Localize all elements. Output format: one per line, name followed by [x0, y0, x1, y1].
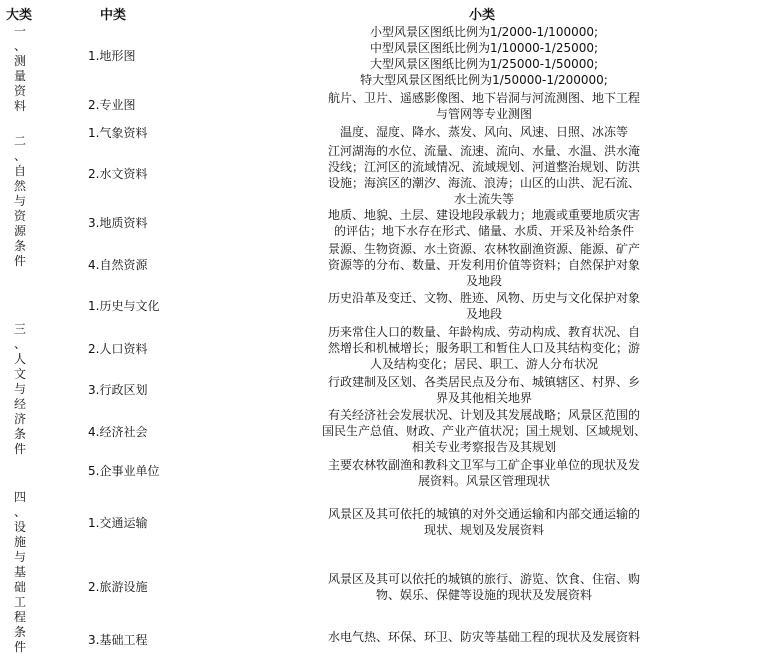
desc-line: 资源等的分布、数量、开发利用价值等资料；自然保护对象	[327, 258, 640, 272]
minor-description	[308, 90, 660, 122]
minor-description	[308, 207, 660, 239]
minor-description	[308, 629, 660, 645]
minor-description	[308, 124, 660, 140]
desc-line: 历来常住人口的数量、年龄构成、劳动构成、教育状况、自	[327, 325, 640, 339]
category-label: 三 、 人 文 与 经 济 条 件	[13, 322, 26, 456]
desc-line: 中型风景区图纸比例为1/10000-1/25000;	[369, 41, 599, 55]
minor-description	[308, 374, 660, 406]
desc-line: 的评估；地下水存在形式、储量、水质、开采及补给条件	[333, 224, 634, 238]
desc-line: 行政建制及区划、各类居民点及分布、城镇辖区、村界、乡	[327, 375, 640, 389]
middle-category: 4.自然资源	[88, 258, 148, 272]
desc-line: 设施；海滨区的潮汐、海流、浪涛；山区的山洪、泥石流、	[327, 176, 640, 190]
middle-category: 1.交通运输	[88, 516, 148, 530]
desc-line: 及地段	[465, 307, 502, 321]
middle-category: 5.企事业单位	[88, 464, 160, 478]
desc-line: 景源、生物资源、水土资源、农林牧副渔资源、能源、矿产	[327, 242, 640, 256]
header-major: 大类	[6, 8, 33, 23]
middle-category: 3.行政区划	[88, 383, 148, 397]
desc-line: 界及其他相关地界	[435, 391, 532, 405]
middle-category: 3.基础工程	[88, 633, 148, 647]
desc-line: 物、娱乐、保健等设施的现状及发展资料	[375, 588, 592, 602]
minor-description	[308, 324, 660, 372]
middle-category: 4.经济社会	[88, 425, 148, 439]
desc-line: 小型风景区图纸比例为1/2000-1/100000;	[369, 25, 599, 39]
desc-line: 展资料。风景区管理现状	[417, 474, 550, 488]
desc-line: 水土流失等	[453, 192, 514, 206]
desc-line: 现状、规划及发展资料	[423, 523, 544, 537]
header-minor: 小类	[469, 8, 496, 23]
desc-line: 江河湖海的水位、流量、流速、流向、水量、水温、洪水淹	[327, 144, 640, 158]
desc-line: 大型风景区图纸比例为1/25000-1/50000;	[369, 57, 599, 71]
middle-category: 1.气象资料	[88, 126, 148, 140]
desc-line: 国民生产总值、财政、产业产值状况；国土规划、区域规划、	[321, 424, 646, 438]
desc-line: 特大型风景区图纸比例为1/50000-1/200000;	[360, 73, 608, 87]
minor-description	[308, 407, 660, 455]
minor-description	[308, 241, 660, 289]
category-label: 二 、 自 然 与 资 源 条 件	[13, 134, 26, 268]
category-label: 一 、 测 量 资 料	[13, 24, 26, 113]
middle-category: 2.旅游设施	[88, 580, 148, 594]
desc-line: 水电气热、环保、环卫、防灾等基础工程的现状及发展资料	[327, 630, 640, 644]
desc-line: 人及结构变化；居民、职工、游人分布状况	[369, 357, 598, 371]
desc-line: 风景区及其可以依托的城镇的旅行、游览、饮食、住宿、购	[327, 572, 640, 586]
minor-description	[308, 571, 660, 603]
desc-line: 风景区及其可依托的城镇的对外交通运输和内部交通运输的	[327, 507, 640, 521]
desc-line: 及地段	[465, 274, 502, 288]
minor-description	[308, 24, 660, 88]
middle-category: 2.专业图	[88, 98, 136, 112]
middle-category: 3.地质资料	[88, 216, 148, 230]
category-label: 四 、 设 施 与 基 础 工 程 条 件	[13, 490, 26, 654]
middle-category: 2.人口资料	[88, 342, 148, 356]
minor-description	[308, 143, 660, 207]
middle-category: 1.地形图	[88, 49, 136, 63]
desc-line: 相关专业考察报告及其规划	[411, 440, 556, 454]
minor-description	[308, 290, 660, 322]
desc-line: 没线；江河区的流域情况、流域规划、河道整治规划、防洪	[327, 160, 640, 174]
desc-line: 主要农林牧副渔和教科文卫军与工矿企事业单位的现状及发	[327, 458, 640, 472]
desc-line: 航片、卫片、遥感影像图、地下岩洞与河流测图、地下工程	[327, 91, 640, 105]
header-middle: 中类	[100, 8, 127, 23]
desc-line: 有关经济社会发展状况、计划及其发展战略；风景区范围的	[327, 408, 640, 422]
minor-description	[308, 506, 660, 538]
desc-line: 地质、地貌、土层、建设地段承载力；地震或重要地质灾害	[327, 208, 640, 222]
desc-line: 然增长和机械增长；服务职工和暂住人口及其结构变化；游	[327, 341, 640, 355]
desc-line: 与管网等专业测图	[435, 107, 532, 121]
desc-line: 温度、湿度、降水、蒸发、风向、风速、日照、冰冻等	[339, 125, 628, 139]
middle-category: 1.历史与文化	[88, 299, 160, 313]
middle-category: 2.水文资料	[88, 167, 148, 181]
desc-line: 历史沿革及变迁、文物、胜迹、风物、历史与文化保护对象	[327, 291, 640, 305]
minor-description	[308, 457, 660, 489]
